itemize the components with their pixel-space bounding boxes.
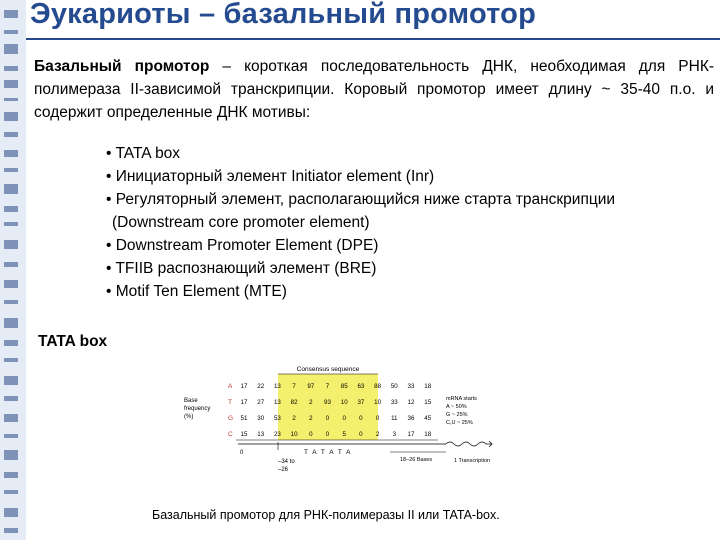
frequency-cell: 10 (340, 399, 348, 406)
motif-item: (Downstream core promoter element) (112, 214, 370, 231)
frequency-cell: 18 (424, 383, 432, 390)
intro-paragraph (34, 55, 714, 124)
title-underline (26, 38, 720, 40)
downstream-label: 18–26 Bases (400, 457, 433, 463)
intro-term: Базальный промотор (34, 58, 210, 75)
frequency-cell: 10 (374, 399, 382, 406)
frequency-cell: 88 (374, 383, 382, 390)
frequency-cell: 63 (357, 383, 365, 390)
frequency-cell: 10 (290, 431, 298, 438)
frequency-cell: 97 (307, 383, 315, 390)
side-label-line: (%) (184, 414, 194, 420)
frequency-cell: 17 (407, 431, 415, 438)
frequency-cell: 37 (357, 399, 365, 406)
position-range: –26 (278, 467, 289, 473)
frequency-cell: 33 (390, 399, 398, 406)
frequency-cell: 85 (340, 383, 348, 390)
frequency-cell: 0 (359, 415, 363, 422)
frequency-cell: 11 (391, 415, 398, 422)
motif-item: • Регуляторный элемент, располагающийся ниже старта транскрипции (106, 191, 616, 208)
frequency-cell: 2 (309, 415, 313, 422)
frequency-cell: 13 (273, 399, 281, 406)
frequency-cell: 51 (240, 415, 248, 422)
motif-list (106, 142, 716, 303)
frequency-cell: 15 (424, 399, 432, 406)
frequency-cell: 93 (324, 399, 331, 406)
mrna-legend-line: C,U ~ 25% (446, 420, 473, 426)
motif-item: • Инициаторный элемент Initiator element (Inr) (106, 168, 435, 185)
frequency-cell: 2 (309, 399, 313, 406)
base-frequency-label (184, 398, 210, 420)
consensus-header: Consensus sequence (296, 366, 360, 373)
frequency-cell: 33 (407, 383, 415, 390)
frequency-cell: 53 (273, 415, 281, 422)
frequency-cell: 17 (240, 399, 248, 406)
frequency-cell: 27 (257, 399, 265, 406)
frequency-cell: 5 (342, 431, 346, 438)
frequency-cell: 18 (424, 431, 432, 438)
frequency-cell: 23 (273, 431, 281, 438)
frequency-cell: 0 (325, 415, 330, 422)
frequency-cell: 45 (424, 415, 432, 422)
frequency-cell: 13 (273, 383, 281, 390)
frequency-cell: 0 (359, 431, 363, 438)
motif-item: • TFIIB распознающий элемент (BRE) (106, 260, 377, 277)
frequency-cell: 13 (257, 431, 265, 438)
mrna-legend-line: A ~ 50% (446, 404, 467, 410)
consensus-sequence: T A T A T A (303, 449, 353, 456)
frequency-cell: 0 (325, 431, 330, 438)
frequency-cell: 7 (292, 383, 296, 390)
base-label: C (228, 431, 233, 438)
side-label-line: frequency (184, 406, 211, 412)
frequency-cell: 0 (309, 431, 313, 438)
frequency-cell: 15 (240, 431, 248, 438)
position-range: –34 to (278, 459, 295, 465)
tata-heading: TATA box (38, 333, 108, 350)
frequency-cell: 30 (257, 415, 265, 422)
base-label: G (228, 415, 234, 422)
mrna-legend-line: G ~ 25% (446, 412, 468, 418)
mrna-arrow-icon (446, 441, 492, 447)
frequency-cell: 7 (325, 383, 330, 390)
base-label: T (228, 399, 232, 406)
slide-title: Эукариоты – базальный промотор (30, 0, 536, 30)
frequency-cell: 2 (375, 431, 380, 438)
figure-caption: Базальный промотор для РНК-полимеразы II или TATA-box. (152, 508, 500, 522)
mrna-legend (446, 396, 477, 426)
intro-text: – короткая последовательность ДНК, необходимая для РНК-полимераза II-зависимой транскрипции. Коровый промотор имеет длину ~ 35-40 п.о. и содержит определенные ДНК мотивы: (34, 58, 715, 121)
side-label-line: Base (184, 398, 198, 404)
base-label: A (228, 383, 233, 390)
frequency-cell: 3 (392, 431, 397, 438)
frequency-cell: 50 (390, 383, 398, 390)
frequency-cell: 17 (240, 383, 248, 390)
frequency-cell: 22 (257, 383, 265, 390)
frequency-cell: 82 (290, 399, 298, 406)
frequency-cell: 36 (407, 415, 415, 422)
motif-item: • TATA box (106, 145, 181, 162)
motif-item: • Downstream Promoter Element (DPE) (106, 237, 379, 254)
transcription-start-label: 1 Transcription (454, 458, 491, 464)
frequency-cell: 2 (292, 415, 296, 422)
frequency-cell: 0 (342, 415, 346, 422)
tata-box-figure (178, 362, 528, 482)
frequency-cell: 0 (375, 415, 380, 422)
position-zero: 0 (240, 450, 244, 456)
motif-item: • Motif Ten Element (MTE) (106, 283, 287, 300)
left-decorative-bar (0, 0, 26, 540)
frequency-cell: 12 (407, 399, 415, 406)
mrna-legend-line: mRNA starts (446, 396, 477, 402)
